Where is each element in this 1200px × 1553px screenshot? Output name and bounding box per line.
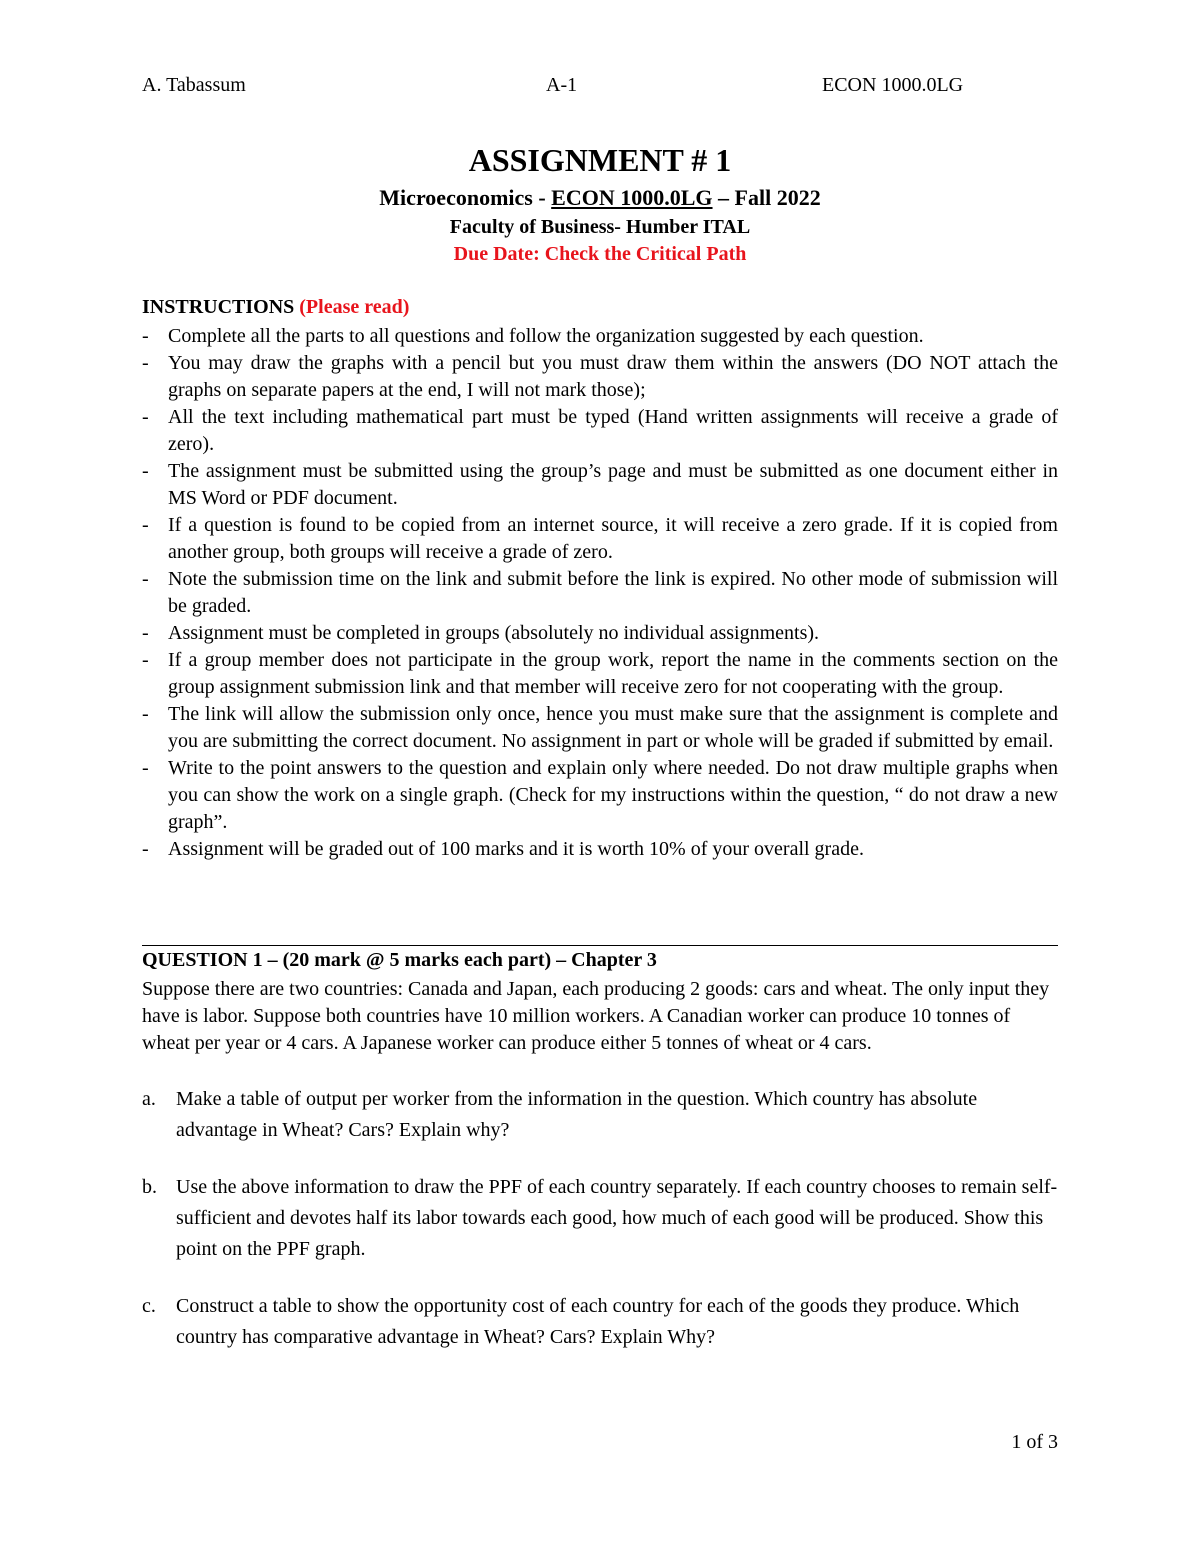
instructions-heading [142,296,409,319]
question-part [142,1172,1058,1265]
page-number: 1 of 3 [1011,1431,1058,1453]
header-page-code: A-1 [546,74,578,96]
instruction-item: - You may draw the graphs with a pencil but you must draw them within the answers (DO NOT attach the graphs on separate papers at the end, I will not mark those); [142,350,1058,404]
subtitle-suffix: – Fall 2022 [712,185,821,210]
part-text: Use the above information to draw the PPF of each country separately. If each country chooses to remain self-sufficient and devotes half its labor towards each good, how much of each good will be produced. Show this point on the PPF graph. [176,1176,1058,1260]
part-label: b. [142,1176,157,1198]
part-label: c. [142,1295,156,1317]
part-label: a. [142,1088,156,1110]
instructions-heading-text: INSTRUCTIONS [142,296,295,318]
faculty-line: Faculty of Business- Humber ITAL [449,216,751,238]
document-title: ASSIGNMENT # 1 [468,142,732,178]
instructions-list [142,323,1058,863]
instructions-note: (Please read) [299,296,410,318]
question1-parts [142,1084,1058,1379]
header-course-code: ECON 1000.0LG [822,74,964,96]
instruction-item: - Complete all the parts to all questions and follow the organization suggested by each question. [142,323,1058,350]
section-divider [142,945,1058,946]
instruction-item: - All the text including mathematical part must be typed (Hand written assignments will receive a grade of zero). [142,404,1058,458]
part-text: Make a table of output per worker from the information in the question. Which country has absolute advantage in Wheat? Cars? Explain why? [176,1088,978,1141]
question-part [142,1291,1058,1353]
question-part [142,1084,1058,1146]
subtitle-course: ECON 1000.0LG [551,185,713,210]
question1-heading: QUESTION 1 – (20 mark @ 5 marks each part) – Chapter 3 [142,949,657,971]
instruction-item: - Note the submission time on the link and submit before the link is expired. No other mode of submission will be graded. [142,566,1058,620]
instruction-item: - Write to the point answers to the question and explain only where needed. Do not draw multiple graphs when you can show the work on a single graph. (Check for my instructions within the question, “ do not draw a new graph”. [142,755,1058,836]
subtitle-prefix: Microeconomics - [379,185,552,210]
question1-body: Suppose there are two countries: Canada and Japan, each producing 2 goods: cars and wheat. The only input they have is labor. Suppose both countries have 10 million workers. A Canadian worker can produce 10 tonnes of wheat per year or 4 cars. A Japanese worker can produce either 5 tonnes of wheat or 4 cars. [142,978,1050,1054]
instruction-item: - Assignment will be graded out of 100 marks and it is worth 10% of your overall grade. [142,836,1058,863]
due-date: Due Date: Check the Critical Path [453,243,747,265]
instruction-item: - The link will allow the submission only once, hence you must make sure that the assignment is complete and you are submitting the correct document. No assignment in part or whole will be graded if submitted by email. [142,701,1058,755]
instruction-item: - If a question is found to be copied from an internet source, it will receive a zero grade. If it is copied from another group, both groups will receive a grade of zero. [142,512,1058,566]
document-subtitle [0,185,1200,211]
part-text: Construct a table to show the opportunity cost of each country for each of the goods they produce. Which country has comparative advantage in Wheat? Cars? Explain Why? [176,1295,1020,1348]
instruction-item: - The assignment must be submitted using the group’s page and must be submitted as one document either in MS Word or PDF document. [142,458,1058,512]
instruction-item: - Assignment must be completed in groups (absolutely no individual assignments). [142,620,1058,647]
header-author: A. Tabassum [142,74,246,96]
instruction-item: - If a group member does not participate in the group work, report the name in the comments section on the group assignment submission link and that member will receive zero for not cooperating with the group. [142,647,1058,701]
